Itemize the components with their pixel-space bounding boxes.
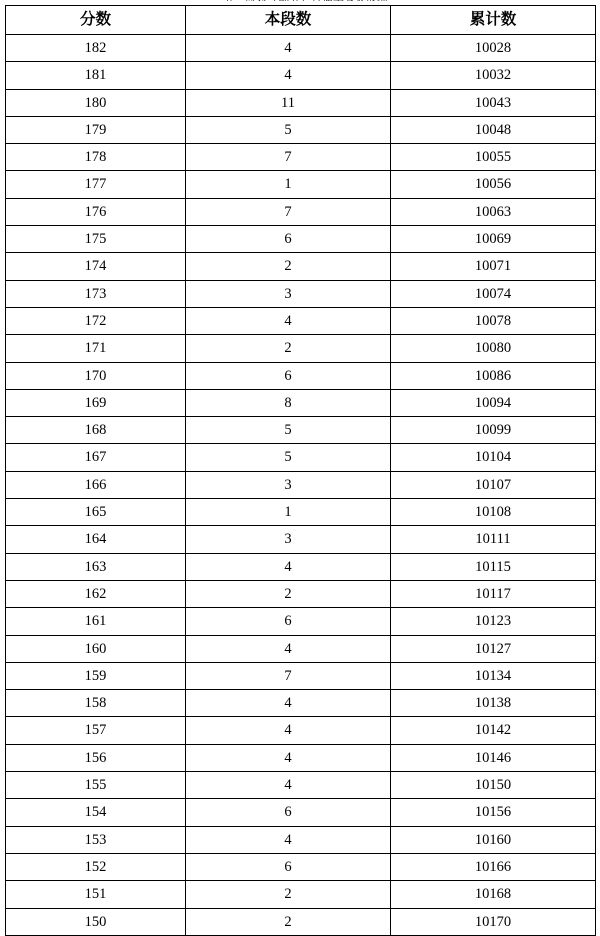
cell-score: 161 bbox=[6, 608, 186, 635]
cell-score: 151 bbox=[6, 881, 186, 908]
table-row bbox=[6, 881, 596, 908]
table-row bbox=[6, 362, 596, 389]
cell-score: 166 bbox=[6, 471, 186, 498]
cell-segment-count: 5 bbox=[186, 116, 391, 143]
table-row bbox=[6, 717, 596, 744]
cell-segment-count: 2 bbox=[186, 253, 391, 280]
cell-segment-count: 4 bbox=[186, 307, 391, 334]
cell-score: 158 bbox=[6, 690, 186, 717]
table-row bbox=[6, 89, 596, 116]
cell-segment-count: 4 bbox=[186, 772, 391, 799]
cell-cumulative-count: 10063 bbox=[391, 198, 596, 225]
cell-score: 176 bbox=[6, 198, 186, 225]
table-row bbox=[6, 662, 596, 689]
cell-segment-count: 8 bbox=[186, 389, 391, 416]
cell-segment-count: 4 bbox=[186, 826, 391, 853]
column-header-segment-count: 本段数 bbox=[186, 6, 391, 35]
cell-segment-count: 5 bbox=[186, 417, 391, 444]
table-caption bbox=[0, 0, 600, 1]
table-row bbox=[6, 335, 596, 362]
table-row bbox=[6, 171, 596, 198]
cell-cumulative-count: 10117 bbox=[391, 580, 596, 607]
cell-score: 173 bbox=[6, 280, 186, 307]
cell-cumulative-count: 10168 bbox=[391, 881, 596, 908]
cell-score: 164 bbox=[6, 526, 186, 553]
cell-score: 177 bbox=[6, 171, 186, 198]
cell-score: 156 bbox=[6, 744, 186, 771]
cell-cumulative-count: 10094 bbox=[391, 389, 596, 416]
cell-score: 171 bbox=[6, 335, 186, 362]
cell-cumulative-count: 10056 bbox=[391, 171, 596, 198]
cell-segment-count: 4 bbox=[186, 35, 391, 62]
cell-score: 174 bbox=[6, 253, 186, 280]
cell-score: 178 bbox=[6, 144, 186, 171]
cell-cumulative-count: 10150 bbox=[391, 772, 596, 799]
table-row bbox=[6, 908, 596, 935]
table-row bbox=[6, 253, 596, 280]
cell-cumulative-count: 10032 bbox=[391, 62, 596, 89]
cell-segment-count: 3 bbox=[186, 471, 391, 498]
cell-cumulative-count: 10160 bbox=[391, 826, 596, 853]
cell-segment-count: 4 bbox=[186, 717, 391, 744]
table-row bbox=[6, 471, 596, 498]
cell-score: 169 bbox=[6, 389, 186, 416]
cell-score: 180 bbox=[6, 89, 186, 116]
cell-cumulative-count: 10146 bbox=[391, 744, 596, 771]
cell-score: 150 bbox=[6, 908, 186, 935]
table-row bbox=[6, 553, 596, 580]
cell-segment-count: 3 bbox=[186, 280, 391, 307]
cell-segment-count: 7 bbox=[186, 198, 391, 225]
cell-score: 162 bbox=[6, 580, 186, 607]
cell-score: 181 bbox=[6, 62, 186, 89]
cell-score: 154 bbox=[6, 799, 186, 826]
table-row bbox=[6, 853, 596, 880]
cell-segment-count: 2 bbox=[186, 908, 391, 935]
cell-score: 179 bbox=[6, 116, 186, 143]
cell-segment-count: 11 bbox=[186, 89, 391, 116]
cell-segment-count: 2 bbox=[186, 881, 391, 908]
table-row bbox=[6, 116, 596, 143]
cell-cumulative-count: 10108 bbox=[391, 499, 596, 526]
cell-cumulative-count: 10115 bbox=[391, 553, 596, 580]
cell-segment-count: 6 bbox=[186, 226, 391, 253]
cell-segment-count: 6 bbox=[186, 853, 391, 880]
cell-segment-count: 2 bbox=[186, 335, 391, 362]
cell-segment-count: 3 bbox=[186, 526, 391, 553]
table-row bbox=[6, 307, 596, 334]
table-row bbox=[6, 417, 596, 444]
table-row bbox=[6, 389, 596, 416]
cell-score: 157 bbox=[6, 717, 186, 744]
cell-cumulative-count: 10048 bbox=[391, 116, 596, 143]
cell-score: 175 bbox=[6, 226, 186, 253]
cell-cumulative-count: 10111 bbox=[391, 526, 596, 553]
cell-cumulative-count: 10043 bbox=[391, 89, 596, 116]
table-row bbox=[6, 580, 596, 607]
cell-segment-count: 4 bbox=[186, 690, 391, 717]
cell-score: 163 bbox=[6, 553, 186, 580]
score-distribution-table bbox=[5, 5, 596, 936]
cell-cumulative-count: 10069 bbox=[391, 226, 596, 253]
cell-cumulative-count: 10028 bbox=[391, 35, 596, 62]
cell-segment-count: 1 bbox=[186, 499, 391, 526]
cell-segment-count: 6 bbox=[186, 799, 391, 826]
table-row bbox=[6, 280, 596, 307]
cell-cumulative-count: 10104 bbox=[391, 444, 596, 471]
cell-score: 172 bbox=[6, 307, 186, 334]
cell-segment-count: 4 bbox=[186, 553, 391, 580]
cell-score: 168 bbox=[6, 417, 186, 444]
cell-segment-count: 1 bbox=[186, 171, 391, 198]
cell-segment-count: 2 bbox=[186, 580, 391, 607]
table-row bbox=[6, 826, 596, 853]
cell-score: 170 bbox=[6, 362, 186, 389]
cell-cumulative-count: 10107 bbox=[391, 471, 596, 498]
cell-score: 159 bbox=[6, 662, 186, 689]
cell-cumulative-count: 10127 bbox=[391, 635, 596, 662]
cell-segment-count: 7 bbox=[186, 662, 391, 689]
table-row bbox=[6, 198, 596, 225]
cell-cumulative-count: 10099 bbox=[391, 417, 596, 444]
table-row bbox=[6, 608, 596, 635]
cell-cumulative-count: 10078 bbox=[391, 307, 596, 334]
table-row bbox=[6, 62, 596, 89]
table-row bbox=[6, 499, 596, 526]
table-row bbox=[6, 772, 596, 799]
table-row bbox=[6, 226, 596, 253]
cell-score: 167 bbox=[6, 444, 186, 471]
table-row bbox=[6, 690, 596, 717]
cell-score: 155 bbox=[6, 772, 186, 799]
cell-score: 160 bbox=[6, 635, 186, 662]
cell-cumulative-count: 10166 bbox=[391, 853, 596, 880]
table-row bbox=[6, 526, 596, 553]
column-header-score: 分数 bbox=[6, 6, 186, 35]
cell-score: 153 bbox=[6, 826, 186, 853]
table-row bbox=[6, 144, 596, 171]
table-row bbox=[6, 35, 596, 62]
cell-cumulative-count: 10055 bbox=[391, 144, 596, 171]
table-row bbox=[6, 744, 596, 771]
cell-segment-count: 4 bbox=[186, 635, 391, 662]
cell-cumulative-count: 10138 bbox=[391, 690, 596, 717]
cell-cumulative-count: 10134 bbox=[391, 662, 596, 689]
cell-segment-count: 7 bbox=[186, 144, 391, 171]
cell-cumulative-count: 10071 bbox=[391, 253, 596, 280]
table-row bbox=[6, 635, 596, 662]
column-header-cumulative-count: 累计数 bbox=[391, 6, 596, 35]
table-row bbox=[6, 799, 596, 826]
cell-segment-count: 4 bbox=[186, 62, 391, 89]
table-header-row bbox=[6, 6, 596, 35]
cell-score: 165 bbox=[6, 499, 186, 526]
cell-segment-count: 6 bbox=[186, 362, 391, 389]
cell-segment-count: 4 bbox=[186, 744, 391, 771]
cell-cumulative-count: 10080 bbox=[391, 335, 596, 362]
table-body bbox=[6, 35, 596, 936]
cell-cumulative-count: 10156 bbox=[391, 799, 596, 826]
cell-cumulative-count: 10086 bbox=[391, 362, 596, 389]
cell-score: 152 bbox=[6, 853, 186, 880]
cell-score: 182 bbox=[6, 35, 186, 62]
cell-segment-count: 6 bbox=[186, 608, 391, 635]
cell-cumulative-count: 10123 bbox=[391, 608, 596, 635]
cell-segment-count: 5 bbox=[186, 444, 391, 471]
cell-cumulative-count: 10142 bbox=[391, 717, 596, 744]
cell-cumulative-count: 10170 bbox=[391, 908, 596, 935]
cell-cumulative-count: 10074 bbox=[391, 280, 596, 307]
table-row bbox=[6, 444, 596, 471]
